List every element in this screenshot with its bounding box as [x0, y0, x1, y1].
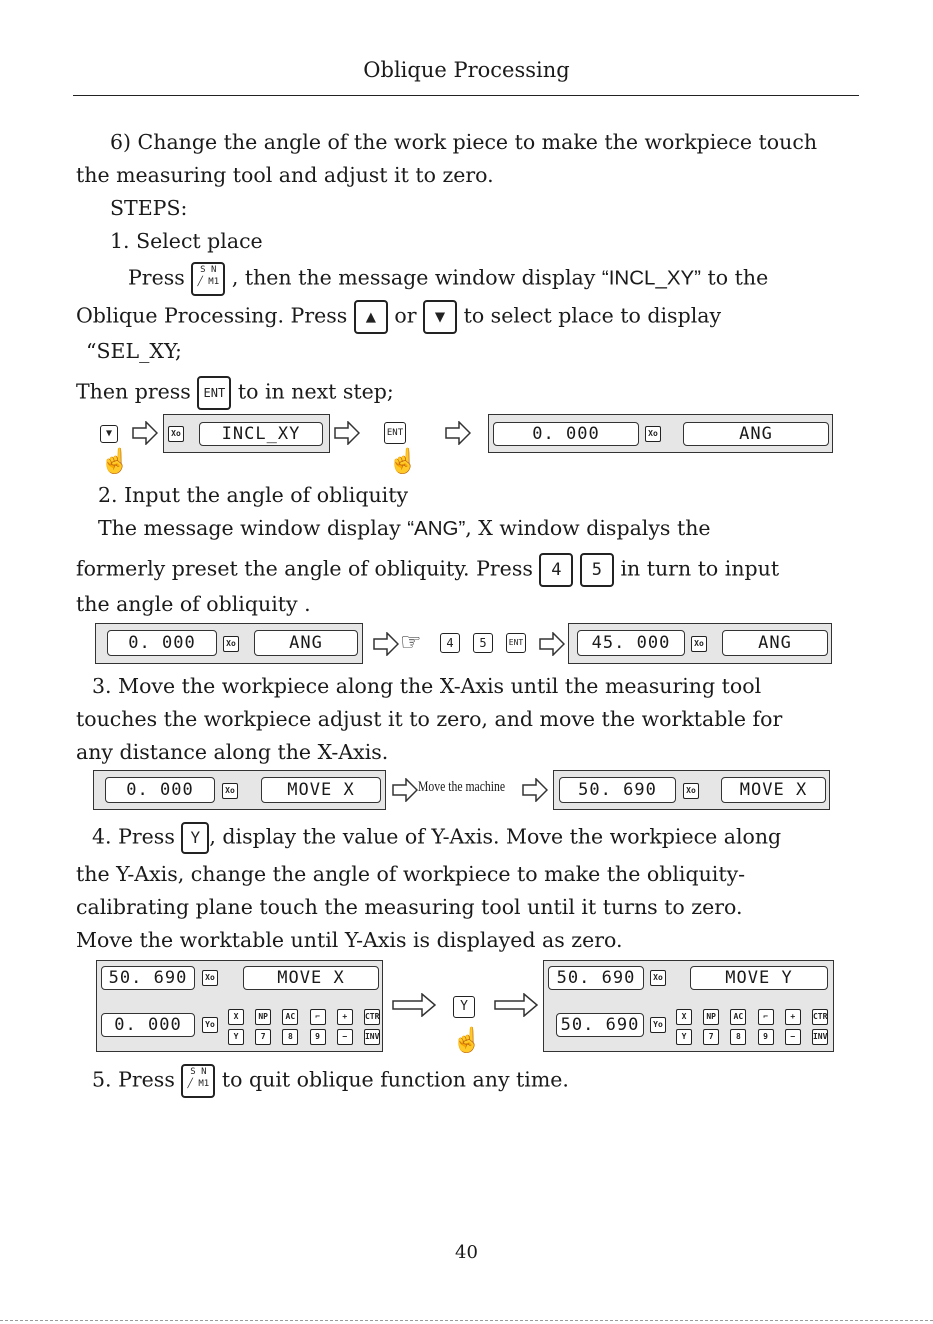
step1-line1 [128, 262, 768, 296]
x-axis-icon: Xo [168, 426, 184, 442]
x-window: 0. 000 [105, 777, 215, 803]
keypad-plus-key: + [785, 1009, 801, 1025]
step4-line3: calibrating plane touch the measuring tool until it turns to zero. [76, 895, 743, 919]
keypad-inv-key: INV [812, 1029, 828, 1045]
keypad-ac-key: AC [730, 1009, 746, 1025]
y-window: 50. 690 [556, 1013, 644, 1037]
step3-line3: any distance along the X-Axis. [76, 740, 389, 764]
hand-pointer-icon: ☝ [100, 447, 130, 475]
step2-title: 2. Input the angle of obliquity [98, 483, 409, 507]
then-text: , then the message window display [231, 265, 596, 290]
key-4: 4 [539, 553, 573, 587]
keypad-np-key: NP [255, 1009, 271, 1025]
fig2-ent-key: ENT [506, 632, 526, 653]
then-press-line [76, 376, 394, 410]
keypad-7-key: 7 [703, 1029, 719, 1045]
message-window: MOVE Y [690, 966, 828, 990]
keypad-minus-key: − [337, 1029, 353, 1045]
y-axis-icon: Yo [202, 1017, 218, 1033]
page-header: Oblique Processing [363, 58, 570, 82]
sn-key: S N ╱ M1 [181, 1064, 215, 1098]
keypad-9-key: 9 [310, 1029, 326, 1045]
down-key: ▼ [423, 300, 457, 334]
x-window: 50. 690 [101, 966, 195, 990]
x-window-text: , X window dispalys the [465, 516, 711, 540]
hand-pointer-icon: ☞ [400, 628, 422, 656]
hand-pointer-icon: ☝ [388, 447, 418, 475]
message-window: ANG [254, 630, 358, 656]
keypad-minus-key: − [785, 1029, 801, 1045]
keypad-row1 [676, 1009, 828, 1025]
keypad-sqrt-key: ⌐ [758, 1009, 774, 1025]
keypad-9-key: 9 [758, 1029, 774, 1045]
fig2-key-5: 5 [473, 632, 493, 653]
keypad-x-key: X [228, 1009, 244, 1025]
fig4-display-before [96, 960, 383, 1052]
step5-line [92, 1064, 569, 1098]
x-axis-icon: Xo [202, 970, 218, 986]
y-key: Y [181, 822, 209, 854]
step1-title: 1. Select place [110, 229, 263, 253]
message-window: MOVE X [261, 777, 381, 803]
fig3-display-before [93, 770, 386, 810]
x-window: 50. 690 [548, 966, 644, 990]
x-axis-icon: Xo [645, 426, 661, 442]
display-y-text: , display the value of Y-Axis. Move the workpiece along [209, 824, 782, 849]
step4-line4: Move the worktable until Y-Axis is displayed as zero. [76, 928, 623, 952]
right-arrow-icon [539, 632, 565, 656]
keypad [676, 1009, 828, 1045]
keypad-y-key: Y [676, 1029, 692, 1045]
move-machine-label: Move the machine [418, 779, 506, 795]
right-arrow-icon [522, 778, 548, 802]
keypad-8-key: 8 [730, 1029, 746, 1045]
keypad-np-key: NP [703, 1009, 719, 1025]
step2-line3: the angle of obliquity . [76, 592, 311, 616]
oblique-press-text: Oblique Processing. Press [76, 303, 348, 328]
in-turn-text: in turn to input [620, 556, 780, 581]
x-axis-icon: Xo [691, 636, 707, 652]
keypad-sqrt-key: ⌐ [310, 1009, 326, 1025]
message-window: INCL_XY [199, 422, 323, 446]
para6-line2: the measuring tool and adjust it to zero. [76, 163, 494, 187]
keypad-plus-key: + [337, 1009, 353, 1025]
message-window: MOVE X [243, 966, 379, 990]
fig1-display-incl [163, 414, 330, 453]
right-arrow-icon [392, 778, 418, 802]
quit-text: to quit oblique function any time. [221, 1067, 569, 1092]
key-5: 5 [580, 553, 614, 587]
fig1-display-ang [488, 414, 833, 453]
press-text: 5. Press [92, 1067, 175, 1092]
next-step-text: to in next step; [237, 379, 394, 404]
right-arrow-icon [392, 993, 436, 1017]
fig2-key-4: 4 [440, 632, 460, 653]
press-text: 4. Press [92, 824, 175, 849]
x-window: 0. 000 [107, 630, 217, 656]
right-arrow-icon [132, 421, 158, 445]
step1-line2 [76, 300, 721, 334]
x-axis-icon: Xo [650, 970, 666, 986]
keypad-ctr-key: CTR [364, 1009, 380, 1025]
x-window: 45. 000 [577, 630, 685, 656]
or-text: or [394, 303, 417, 328]
sel-xy-text: “SEL_XY; [86, 339, 182, 363]
keypad-ac-key: AC [282, 1009, 298, 1025]
step3-line1: 3. Move the workpiece along the X-Axis until the measuring tool [92, 674, 762, 698]
fig3-display-after [553, 770, 830, 810]
keypad-x-key: X [676, 1009, 692, 1025]
x-axis-icon: Xo [222, 783, 238, 799]
step3-line2: touches the workpiece adjust it to zero, and move the worktable for [76, 707, 783, 731]
press-text: Press [128, 265, 185, 290]
message-window: MOVE X [721, 777, 826, 803]
x-axis-icon: Xo [223, 636, 239, 652]
step4-line2: the Y-Axis, change the angle of workpiece to make the obliquity- [76, 862, 746, 886]
right-arrow-icon [445, 421, 471, 445]
step4-line1 [92, 822, 781, 854]
hand-pointer-icon: ☝ [452, 1026, 482, 1054]
header-rule [73, 95, 859, 96]
keypad-8-key: 8 [282, 1029, 298, 1045]
x-axis-icon: Xo [683, 783, 699, 799]
to-the-text: to the [707, 265, 769, 290]
sn-key: S N ╱ M1 [191, 262, 225, 296]
keypad-row2 [676, 1029, 828, 1045]
x-window: 50. 690 [559, 777, 676, 803]
step2-line1 [98, 515, 711, 542]
keypad [228, 1009, 380, 1045]
ang-quote: “ANG” [407, 517, 466, 540]
right-arrow-icon [494, 993, 538, 1017]
fig2-display-after [568, 623, 832, 664]
keypad-row1 [228, 1009, 380, 1025]
keypad-ctr-key: CTR [812, 1009, 828, 1025]
step2-line2 [76, 553, 779, 587]
right-arrow-icon [373, 632, 399, 656]
keypad-y-key: Y [228, 1029, 244, 1045]
bottom-border [0, 1320, 933, 1321]
preset-text: formerly preset the angle of obliquity. Press [76, 556, 533, 581]
keypad-row2 [228, 1029, 380, 1045]
para6-line1: 6) Change the angle of the work piece to make the workpiece touch [110, 130, 818, 154]
fig4-y-key: Y [453, 996, 475, 1018]
y-axis-icon: Yo [650, 1017, 666, 1033]
right-arrow-icon [334, 421, 360, 445]
keypad-7-key: 7 [255, 1029, 271, 1045]
incl-quote: “INCL_XY” [601, 266, 702, 290]
fig1-down-key: ▼ [100, 423, 118, 443]
select-place-text: to select place to display [463, 303, 722, 328]
message-window: ANG [683, 422, 829, 446]
then-press-text: Then press [76, 379, 191, 404]
up-key: ▲ [354, 300, 388, 334]
steps-label: STEPS: [110, 196, 188, 220]
fig2-display-before [95, 623, 363, 664]
fig4-display-after [543, 960, 834, 1052]
keypad-inv-key: INV [364, 1029, 380, 1045]
y-window: 0. 000 [101, 1013, 195, 1037]
page-number: 40 [455, 1242, 478, 1263]
fig1-ent-key: ENT [384, 422, 406, 444]
ent-key: ENT [197, 376, 231, 410]
message-display-text: The message window display [98, 516, 401, 540]
message-window: ANG [722, 630, 828, 656]
x-window: 0. 000 [493, 422, 639, 446]
